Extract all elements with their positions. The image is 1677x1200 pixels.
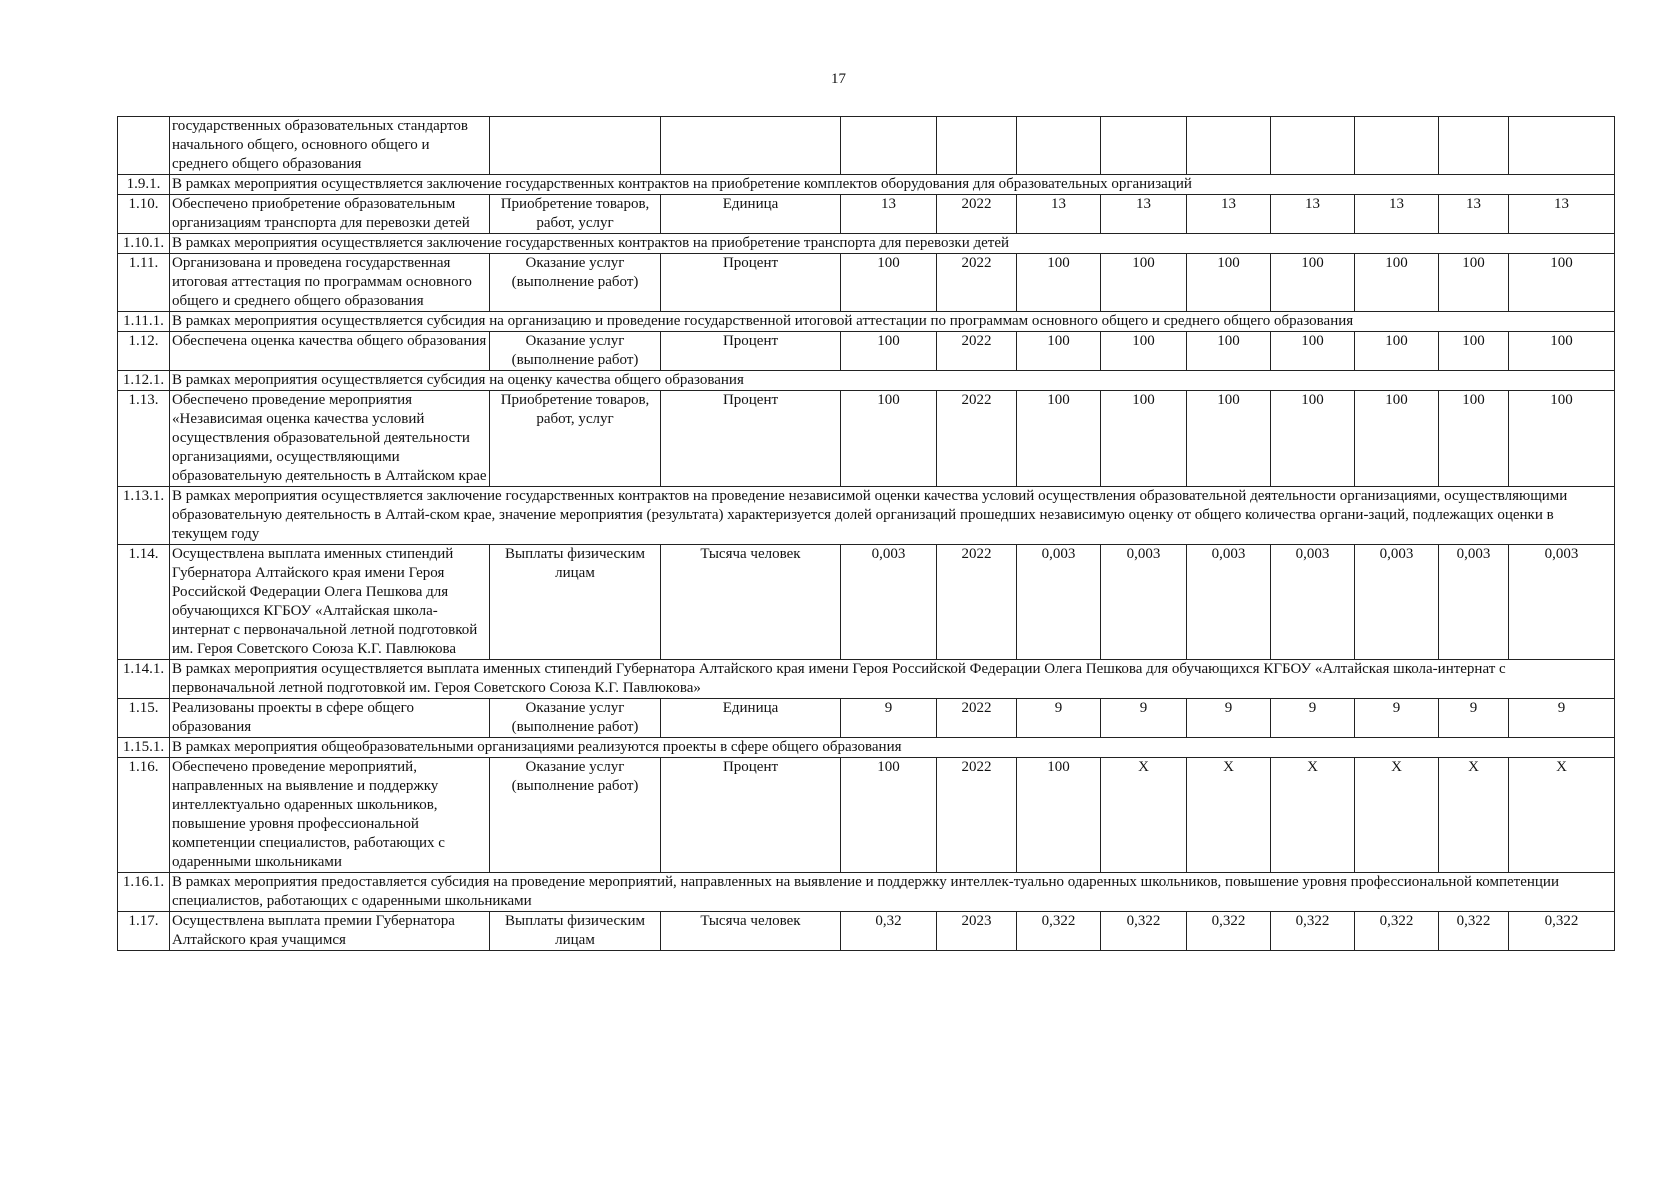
row-description: В рамках мероприятия осуществляется субсидия на организацию и проведение государственной итоговой аттестации по программам основного общего и среднего общего образования (170, 312, 1615, 332)
row-number: 1.13.1. (118, 487, 170, 545)
table-row (118, 912, 1615, 951)
row-base-year: 2022 (937, 391, 1017, 487)
row-unit: Единица (661, 699, 841, 738)
row-base-value: 100 (841, 391, 937, 487)
row-year-value: 100 (1187, 391, 1271, 487)
row-year-value: 100 (1187, 332, 1271, 371)
row-year-value: 0,322 (1355, 912, 1439, 951)
row-year-value: Х (1101, 758, 1187, 873)
row-base-value: 9 (841, 699, 937, 738)
row-number: 1.17. (118, 912, 170, 951)
row-number: 1.14.1. (118, 660, 170, 699)
row-year-value: 0,322 (1509, 912, 1615, 951)
table-row (118, 117, 1615, 175)
row-base-value: 0,32 (841, 912, 937, 951)
row-base-value: 0,003 (841, 545, 937, 660)
row-year-value: 9 (1271, 699, 1355, 738)
row-base-value: 13 (841, 195, 937, 234)
row-year-value: Х (1187, 758, 1271, 873)
row-type: Оказание услуг (выполнение работ) (490, 332, 661, 371)
row-year-value: 100 (1355, 254, 1439, 312)
row-number: 1.15. (118, 699, 170, 738)
row-number (118, 117, 170, 175)
table-row-note (118, 487, 1615, 545)
row-base-year: 2022 (937, 758, 1017, 873)
row-year-value: 0,003 (1271, 545, 1355, 660)
row-base-value: 100 (841, 332, 937, 371)
row-unit: Тысяча человек (661, 912, 841, 951)
row-year-value: Х (1439, 758, 1509, 873)
row-year-value: 100 (1509, 254, 1615, 312)
row-year-value: 13 (1355, 195, 1439, 234)
row-year-value: 13 (1101, 195, 1187, 234)
row-number: 1.13. (118, 391, 170, 487)
table-row (118, 391, 1615, 487)
row-number: 1.10.1. (118, 234, 170, 254)
row-base-year: 2022 (937, 332, 1017, 371)
row-unit: Единица (661, 195, 841, 234)
table-row-note (118, 234, 1615, 254)
row-year-value: 13 (1017, 195, 1101, 234)
row-year-value: 0,003 (1017, 545, 1101, 660)
row-name: Обеспечено приобретение образовательным организациям транспорта для перевозки детей (170, 195, 490, 234)
table-row-note (118, 873, 1615, 912)
row-base-year: 2022 (937, 699, 1017, 738)
row-name: Обеспечена оценка качества общего образования (170, 332, 490, 371)
row-year-value: 100 (1509, 391, 1615, 487)
row-year-value: 9 (1187, 699, 1271, 738)
row-year-value: 100 (1271, 391, 1355, 487)
row-year-value: 100 (1017, 332, 1101, 371)
row-unit: Процент (661, 332, 841, 371)
row-unit: Тысяча человек (661, 545, 841, 660)
row-year-value: 13 (1271, 195, 1355, 234)
table-row (118, 332, 1615, 371)
row-type: Оказание услуг (выполнение работ) (490, 699, 661, 738)
row-year-value: 0,003 (1187, 545, 1271, 660)
row-year-value: 100 (1355, 332, 1439, 371)
row-name: государственных образовательных стандартов начального общего, основного общего и среднего общего образования (170, 117, 490, 175)
row-base-year: 2022 (937, 195, 1017, 234)
table-row-note (118, 660, 1615, 699)
row-base-value: 100 (841, 758, 937, 873)
row-year-value: 0,322 (1017, 912, 1101, 951)
row-name: Организована и проведена государственная итоговая аттестация по программам основного общего и среднего общего образования (170, 254, 490, 312)
row-number: 1.9.1. (118, 175, 170, 195)
row-year-value: 9 (1439, 699, 1509, 738)
row-number: 1.12.1. (118, 371, 170, 391)
row-name: Обеспечено проведение мероприятий, направленных на выявление и поддержку интеллектуально одаренных школьников, повышение уровня профессиональной компетенции специалистов, работающих с одаренными школьниками (170, 758, 490, 873)
row-description: В рамках мероприятия предоставляется субсидия на проведение мероприятий, направленных на выявление и поддержку интеллек-туально одаренных школьников, повышение уровня профессиональной компетенции специалистов, работающих с одаренными школьниками (170, 873, 1615, 912)
row-number: 1.10. (118, 195, 170, 234)
row-year-value: 100 (1439, 332, 1509, 371)
row-year-value: 100 (1101, 391, 1187, 487)
table-row (118, 195, 1615, 234)
row-year-value: 100 (1187, 254, 1271, 312)
table-row-note (118, 738, 1615, 758)
row-year-value: 0,322 (1271, 912, 1355, 951)
row-unit: Процент (661, 758, 841, 873)
row-year-value: 100 (1101, 254, 1187, 312)
row-year-value: 13 (1439, 195, 1509, 234)
row-year-value: 0,003 (1509, 545, 1615, 660)
row-year-value: 9 (1017, 699, 1101, 738)
table-row (118, 254, 1615, 312)
row-year-value: 13 (1509, 195, 1615, 234)
row-number: 1.14. (118, 545, 170, 660)
row-type: Приобретение товаров, работ, услуг (490, 391, 661, 487)
row-number: 1.11.1. (118, 312, 170, 332)
row-year-value: 100 (1439, 254, 1509, 312)
row-description: В рамках мероприятия осуществляется выплата именных стипендий Губернатора Алтайского края имени Героя Российской Федерации Олега Пешкова для обучающихся КГБОУ «Алтайская школа-интернат с первоначальной летной подготовкой им. Героя Советского Союза К.Г. Павлюкова» (170, 660, 1615, 699)
row-name: Осуществлена выплата именных стипендий Губернатора Алтайского края имени Героя Российской Федерации Олега Пешкова для обучающихся КГБОУ «Алтайская школа-интернат с первоначальной летной подготовкой им. Героя Советского Союза К.Г. Павлюкова (170, 545, 490, 660)
table-row-note (118, 312, 1615, 332)
row-year-value: 9 (1509, 699, 1615, 738)
row-name: Осуществлена выплата премии Губернатора Алтайского края учащимся (170, 912, 490, 951)
row-year-value: 100 (1271, 332, 1355, 371)
row-year-value: 100 (1439, 391, 1509, 487)
row-year-value: 0,322 (1101, 912, 1187, 951)
page-number: 17 (831, 71, 846, 87)
indicators-table (117, 116, 1615, 951)
row-name: Обеспечено проведение мероприятия «Независимая оценка качества условий осуществления образовательной деятельности организациями, осуществляющими образовательную деятельность в Алтайском крае (170, 391, 490, 487)
row-unit: Процент (661, 391, 841, 487)
row-year-value: 100 (1017, 758, 1101, 873)
row-year-value: Х (1509, 758, 1615, 873)
row-year-value: 100 (1271, 254, 1355, 312)
row-number: 1.11. (118, 254, 170, 312)
table-row-note (118, 175, 1615, 195)
row-base-year: 2022 (937, 545, 1017, 660)
row-type: Оказание услуг (выполнение работ) (490, 254, 661, 312)
row-year-value: 100 (1101, 332, 1187, 371)
row-year-value: 9 (1355, 699, 1439, 738)
table-row (118, 758, 1615, 873)
row-description: В рамках мероприятия осуществляется заключение государственных контрактов на приобретение транспорта для перевозки детей (170, 234, 1615, 254)
row-number: 1.12. (118, 332, 170, 371)
row-description: В рамках мероприятия общеобразовательными организациями реализуются проекты в сфере общего образования (170, 738, 1615, 758)
row-year-value: 0,003 (1355, 545, 1439, 660)
row-year-value: 13 (1187, 195, 1271, 234)
row-type: Выплаты физическим лицам (490, 912, 661, 951)
row-year-value: 100 (1509, 332, 1615, 371)
row-year-value: 0,322 (1187, 912, 1271, 951)
row-year-value: 9 (1101, 699, 1187, 738)
row-description: В рамках мероприятия осуществляется субсидия на оценку качества общего образования (170, 371, 1615, 391)
row-description: В рамках мероприятия осуществляется заключение государственных контрактов на проведение независимой оценки качества условий осуществления образовательной деятельности организациями, осуществляющими образовательную деятельность в Алтай-ском крае, значение мероприятия (результата) характеризуется долей организаций прошедших независимую оценку от общего количества органи-заций, подлежащих оценки в текущем году (170, 487, 1615, 545)
row-base-year: 2023 (937, 912, 1017, 951)
row-year-value: 100 (1017, 254, 1101, 312)
row-year-value: Х (1271, 758, 1355, 873)
row-number: 1.15.1. (118, 738, 170, 758)
table-row (118, 545, 1615, 660)
row-name: Реализованы проекты в сфере общего образования (170, 699, 490, 738)
row-number: 1.16.1. (118, 873, 170, 912)
row-year-value: 100 (1355, 391, 1439, 487)
table-row-note (118, 371, 1615, 391)
row-base-year: 2022 (937, 254, 1017, 312)
row-description: В рамках мероприятия осуществляется заключение государственных контрактов на приобретение комплектов оборудования для образовательных организаций (170, 175, 1615, 195)
row-type: Выплаты физическим лицам (490, 545, 661, 660)
row-year-value: 100 (1017, 391, 1101, 487)
row-number: 1.16. (118, 758, 170, 873)
row-year-value: 0,003 (1101, 545, 1187, 660)
row-year-value: Х (1355, 758, 1439, 873)
row-type: Приобретение товаров, работ, услуг (490, 195, 661, 234)
row-type: Оказание услуг (выполнение работ) (490, 758, 661, 873)
row-base-value: 100 (841, 254, 937, 312)
row-year-value: 0,322 (1439, 912, 1509, 951)
table-row (118, 699, 1615, 738)
row-year-value: 0,003 (1439, 545, 1509, 660)
row-unit: Процент (661, 254, 841, 312)
